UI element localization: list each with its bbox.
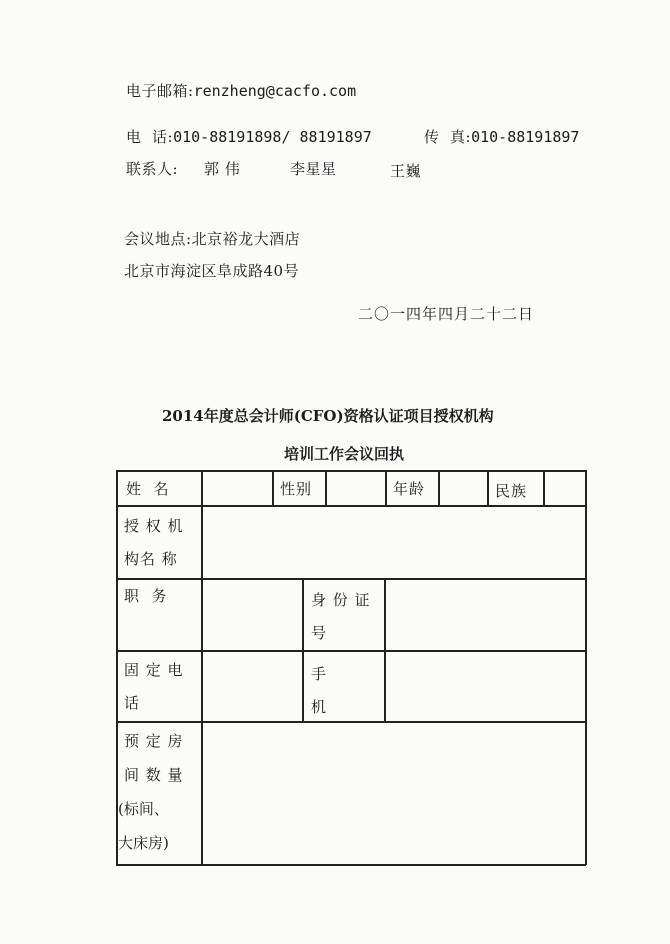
- email-line: [126, 80, 356, 101]
- mobile-label-line2: 机: [311, 698, 328, 716]
- venue-label: 会议地点:: [124, 230, 192, 248]
- org-label-line2: 构名 称: [124, 550, 178, 568]
- table-rule: [201, 470, 203, 865]
- document-date: 二〇一四年四月二十二日: [358, 305, 535, 323]
- table-rule: [302, 578, 304, 722]
- mobile-label-line1: 手: [311, 665, 328, 683]
- phone-line: [126, 126, 372, 147]
- landline-label-line1: 固 定 电: [124, 661, 184, 679]
- landline-label-line2: 话: [124, 694, 141, 712]
- contact-person-2: 李星星: [290, 160, 337, 178]
- table-rule: [116, 578, 586, 580]
- venue-line: [124, 228, 300, 249]
- contact-person-1: 郭 伟: [204, 160, 241, 178]
- phone-value: 010-88191898/ 88191897: [173, 128, 372, 146]
- table-rule: [116, 650, 586, 652]
- table-rule: [487, 470, 489, 506]
- rooms-label-line2: 间 数 量: [124, 766, 184, 784]
- form-title-line2: 培训工作会议回执: [284, 445, 405, 463]
- table-rule: [116, 505, 586, 507]
- table-rule: [325, 470, 327, 506]
- contacts-line: [126, 158, 178, 179]
- phone-label: 电 话:: [126, 128, 174, 146]
- venue-address: 北京市海淀区阜成路40号: [124, 262, 300, 280]
- table-rule: [385, 470, 387, 506]
- table-rule: [272, 470, 274, 506]
- fax-label: 传 真:: [424, 128, 472, 146]
- contacts-label: 联系人:: [126, 160, 179, 178]
- name-label: 姓 名: [126, 480, 170, 498]
- table-rule: [384, 578, 386, 722]
- form-title-line1: 2014年度总会计师(CFO)资格认证项目授权机构: [162, 407, 494, 425]
- table-rule: [543, 470, 545, 506]
- table-rule: [116, 721, 586, 723]
- fax-line: [424, 126, 579, 147]
- venue-name: 北京裕龙大酒店: [191, 230, 301, 248]
- email-value: renzheng@cacfo.com: [193, 82, 357, 100]
- id-label-line1: 身 份 证: [311, 591, 371, 609]
- org-label-line1: 授 权 机: [124, 517, 184, 535]
- fax-value: 010-88191897: [471, 128, 580, 146]
- rooms-label-line4: 大床房): [118, 834, 169, 852]
- table-rule: [116, 864, 586, 866]
- ethnicity-label: 民族: [495, 482, 528, 500]
- rooms-label-line3: (标间、: [118, 800, 169, 818]
- contact-person-3: 王巍: [390, 162, 422, 180]
- age-label: 年龄: [393, 480, 426, 498]
- table-rule: [116, 470, 586, 472]
- table-rule: [585, 470, 587, 865]
- table-rule: [438, 470, 440, 506]
- email-label: 电子邮箱:: [126, 82, 194, 100]
- gender-label: 性别: [280, 480, 313, 498]
- position-label: 职 务: [124, 587, 168, 605]
- id-label-line2: 号: [311, 624, 328, 642]
- rooms-label-line1: 预 定 房: [124, 732, 184, 750]
